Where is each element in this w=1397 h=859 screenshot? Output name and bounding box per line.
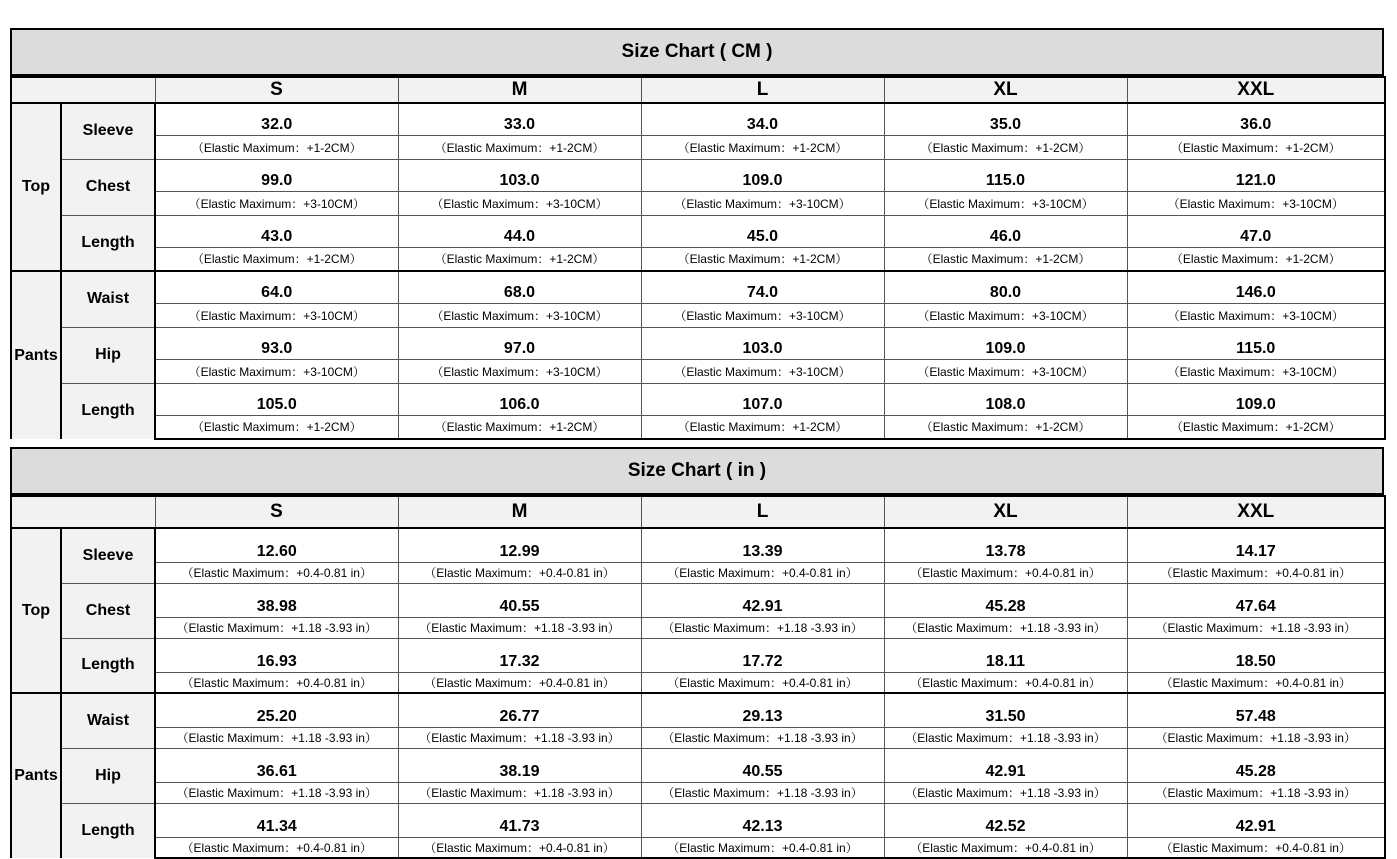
measurement-value: 17.32 [398,638,641,672]
elastic-note: （Elastic Maximum：+1-2CM） [398,415,641,439]
table-row [11,528,1385,562]
measurement-value: 25.20 [155,693,398,727]
chart-title: Size Chart ( CM ) [10,28,1384,76]
measurement-value: 103.0 [641,327,884,359]
measurement-value: 40.55 [641,748,884,782]
measurement-value: 42.52 [884,803,1127,837]
elastic-note: （Elastic Maximum：+3-10CM） [641,303,884,327]
measurement-value: 42.91 [1127,803,1385,837]
measurement-label: Sleeve [61,103,155,159]
elastic-note: （Elastic Maximum：+0.4-0.81 in） [1127,562,1385,583]
measurement-value: 18.50 [1127,638,1385,672]
measurement-value: 17.72 [641,638,884,672]
measurement-value: 68.0 [398,271,641,303]
measurement-value: 16.93 [155,638,398,672]
elastic-note: （Elastic Maximum：+1.18 -3.93 in） [1127,782,1385,803]
measurement-label: Hip [61,327,155,383]
measurement-value: 46.0 [884,215,1127,247]
group-label: Top [11,103,61,271]
measurement-value: 45.0 [641,215,884,247]
chart-title: Size Chart ( in ) [10,447,1384,495]
elastic-note: （Elastic Maximum：+3-10CM） [884,303,1127,327]
elastic-note: （Elastic Maximum：+1-2CM） [398,135,641,159]
measurement-value: 36.0 [1127,103,1385,135]
note-row [11,135,1385,159]
measurement-label: Chest [61,583,155,638]
measurement-value: 106.0 [398,383,641,415]
measurement-label: Chest [61,159,155,215]
elastic-note: （Elastic Maximum：+1.18 -3.93 in） [641,727,884,748]
elastic-note: （Elastic Maximum：+0.4-0.81 in） [884,672,1127,693]
measurement-label: Waist [61,693,155,748]
elastic-note: （Elastic Maximum：+3-10CM） [155,303,398,327]
note-row [11,727,1385,748]
elastic-note: （Elastic Maximum：+1.18 -3.93 in） [155,727,398,748]
table-row [11,583,1385,617]
elastic-note: （Elastic Maximum：+1.18 -3.93 in） [884,782,1127,803]
measurement-value: 26.77 [398,693,641,727]
elastic-note: （Elastic Maximum：+1.18 -3.93 in） [641,782,884,803]
measurement-value: 41.34 [155,803,398,837]
measurement-value: 146.0 [1127,271,1385,303]
measurement-value: 93.0 [155,327,398,359]
measurement-value: 12.99 [398,528,641,562]
measurement-value: 115.0 [1127,327,1385,359]
note-row [11,562,1385,583]
measurement-value: 109.0 [884,327,1127,359]
elastic-note: （Elastic Maximum：+0.4-0.81 in） [155,562,398,583]
measurement-value: 45.28 [1127,748,1385,782]
elastic-note: （Elastic Maximum：+3-10CM） [398,191,641,215]
measurement-value: 57.48 [1127,693,1385,727]
measurement-value: 33.0 [398,103,641,135]
elastic-note: （Elastic Maximum：+0.4-0.81 in） [1127,672,1385,693]
note-row [11,359,1385,383]
note-row [11,837,1385,858]
size-header: M [398,77,641,103]
measurement-value: 38.19 [398,748,641,782]
elastic-note: （Elastic Maximum：+0.4-0.81 in） [1127,837,1385,858]
elastic-note: （Elastic Maximum：+1-2CM） [398,247,641,271]
measurement-label: Hip [61,748,155,803]
table-row [11,103,1385,135]
note-row [11,247,1385,271]
table-row [11,215,1385,247]
header-corner [11,496,155,528]
elastic-note: （Elastic Maximum：+1-2CM） [1127,247,1385,271]
table-row [11,803,1385,837]
elastic-note: （Elastic Maximum：+1-2CM） [641,135,884,159]
size-header: L [641,77,884,103]
table-row [11,748,1385,782]
table-row [11,327,1385,359]
measurement-value: 13.39 [641,528,884,562]
elastic-note: （Elastic Maximum：+3-10CM） [155,359,398,383]
elastic-note: （Elastic Maximum：+1.18 -3.93 in） [398,727,641,748]
elastic-note: （Elastic Maximum：+1-2CM） [155,415,398,439]
elastic-note: （Elastic Maximum：+3-10CM） [398,359,641,383]
table-row [11,693,1385,727]
elastic-note: （Elastic Maximum：+0.4-0.81 in） [155,672,398,693]
elastic-note: （Elastic Maximum：+1.18 -3.93 in） [641,617,884,638]
note-row [11,672,1385,693]
measurement-value: 42.91 [641,583,884,617]
table-row [11,271,1385,303]
size-header: M [398,496,641,528]
measurement-value: 109.0 [1127,383,1385,415]
elastic-note: （Elastic Maximum：+3-10CM） [884,359,1127,383]
elastic-note: （Elastic Maximum：+0.4-0.81 in） [641,837,884,858]
header-corner [11,77,155,103]
elastic-note: （Elastic Maximum：+0.4-0.81 in） [398,672,641,693]
measurement-value: 29.13 [641,693,884,727]
elastic-note: （Elastic Maximum：+1-2CM） [155,135,398,159]
elastic-note: （Elastic Maximum：+1-2CM） [884,135,1127,159]
note-row [11,617,1385,638]
elastic-note: （Elastic Maximum：+3-10CM） [641,359,884,383]
note-row [11,415,1385,439]
measurement-label: Length [61,803,155,858]
size-chart-cm [10,28,1384,439]
size-header: XXL [1127,77,1385,103]
table-row [11,638,1385,672]
measurement-value: 14.17 [1127,528,1385,562]
measurement-value: 34.0 [641,103,884,135]
note-row [11,782,1385,803]
size-header: S [155,496,398,528]
elastic-note: （Elastic Maximum：+0.4-0.81 in） [641,672,884,693]
elastic-note: （Elastic Maximum：+1.18 -3.93 in） [155,782,398,803]
measurement-value: 12.60 [155,528,398,562]
elastic-note: （Elastic Maximum：+1.18 -3.93 in） [398,617,641,638]
table-row [11,383,1385,415]
measurement-label: Sleeve [61,528,155,583]
elastic-note: （Elastic Maximum：+1.18 -3.93 in） [884,727,1127,748]
measurement-value: 43.0 [155,215,398,247]
elastic-note: （Elastic Maximum：+3-10CM） [1127,359,1385,383]
elastic-note: （Elastic Maximum：+1.18 -3.93 in） [1127,617,1385,638]
size-table [10,495,1386,859]
measurement-value: 121.0 [1127,159,1385,191]
elastic-note: （Elastic Maximum：+1.18 -3.93 in） [884,617,1127,638]
measurement-value: 64.0 [155,271,398,303]
size-header: XXL [1127,496,1385,528]
elastic-note: （Elastic Maximum：+3-10CM） [641,191,884,215]
measurement-value: 80.0 [884,271,1127,303]
measurement-value: 13.78 [884,528,1127,562]
elastic-note: （Elastic Maximum：+0.4-0.81 in） [155,837,398,858]
size-header: S [155,77,398,103]
measurement-value: 109.0 [641,159,884,191]
measurement-value: 97.0 [398,327,641,359]
measurement-value: 40.55 [398,583,641,617]
measurement-value: 38.98 [155,583,398,617]
elastic-note: （Elastic Maximum：+0.4-0.81 in） [398,562,641,583]
measurement-value: 35.0 [884,103,1127,135]
elastic-note: （Elastic Maximum：+1-2CM） [1127,135,1385,159]
elastic-note: （Elastic Maximum：+0.4-0.81 in） [398,837,641,858]
measurement-value: 115.0 [884,159,1127,191]
measurement-label: Length [61,383,155,439]
measurement-value: 47.0 [1127,215,1385,247]
elastic-note: （Elastic Maximum：+3-10CM） [1127,303,1385,327]
measurement-label: Waist [61,271,155,327]
measurement-value: 99.0 [155,159,398,191]
size-header-row [11,77,1385,103]
measurement-value: 45.28 [884,583,1127,617]
size-header: XL [884,77,1127,103]
elastic-note: （Elastic Maximum：+1.18 -3.93 in） [1127,727,1385,748]
measurement-value: 107.0 [641,383,884,415]
size-header: XL [884,496,1127,528]
elastic-note: （Elastic Maximum：+1-2CM） [1127,415,1385,439]
measurement-value: 32.0 [155,103,398,135]
measurement-value: 41.73 [398,803,641,837]
group-label: Top [11,528,61,693]
measurement-value: 74.0 [641,271,884,303]
elastic-note: （Elastic Maximum：+0.4-0.81 in） [641,562,884,583]
measurement-value: 31.50 [884,693,1127,727]
elastic-note: （Elastic Maximum：+1-2CM） [641,247,884,271]
size-header: L [641,496,884,528]
measurement-label: Length [61,638,155,693]
measurement-value: 44.0 [398,215,641,247]
measurement-value: 103.0 [398,159,641,191]
measurement-value: 47.64 [1127,583,1385,617]
note-row [11,191,1385,215]
elastic-note: （Elastic Maximum：+3-10CM） [155,191,398,215]
measurement-value: 108.0 [884,383,1127,415]
elastic-note: （Elastic Maximum：+1.18 -3.93 in） [155,617,398,638]
measurement-value: 42.13 [641,803,884,837]
elastic-note: （Elastic Maximum：+0.4-0.81 in） [884,837,1127,858]
table-row [11,159,1385,191]
size-header-row [11,496,1385,528]
measurement-label: Length [61,215,155,271]
elastic-note: （Elastic Maximum：+1-2CM） [155,247,398,271]
measurement-value: 36.61 [155,748,398,782]
elastic-note: （Elastic Maximum：+1-2CM） [884,247,1127,271]
elastic-note: （Elastic Maximum：+1-2CM） [884,415,1127,439]
elastic-note: （Elastic Maximum：+3-10CM） [884,191,1127,215]
elastic-note: （Elastic Maximum：+3-10CM） [398,303,641,327]
elastic-note: （Elastic Maximum：+1-2CM） [641,415,884,439]
measurement-value: 18.11 [884,638,1127,672]
elastic-note: （Elastic Maximum：+0.4-0.81 in） [884,562,1127,583]
group-label: Pants [11,271,61,439]
measurement-value: 105.0 [155,383,398,415]
measurement-value: 42.91 [884,748,1127,782]
size-table [10,76,1386,440]
group-label: Pants [11,693,61,858]
elastic-note: （Elastic Maximum：+3-10CM） [1127,191,1385,215]
elastic-note: （Elastic Maximum：+1.18 -3.93 in） [398,782,641,803]
note-row [11,303,1385,327]
size-chart-in [10,447,1384,859]
